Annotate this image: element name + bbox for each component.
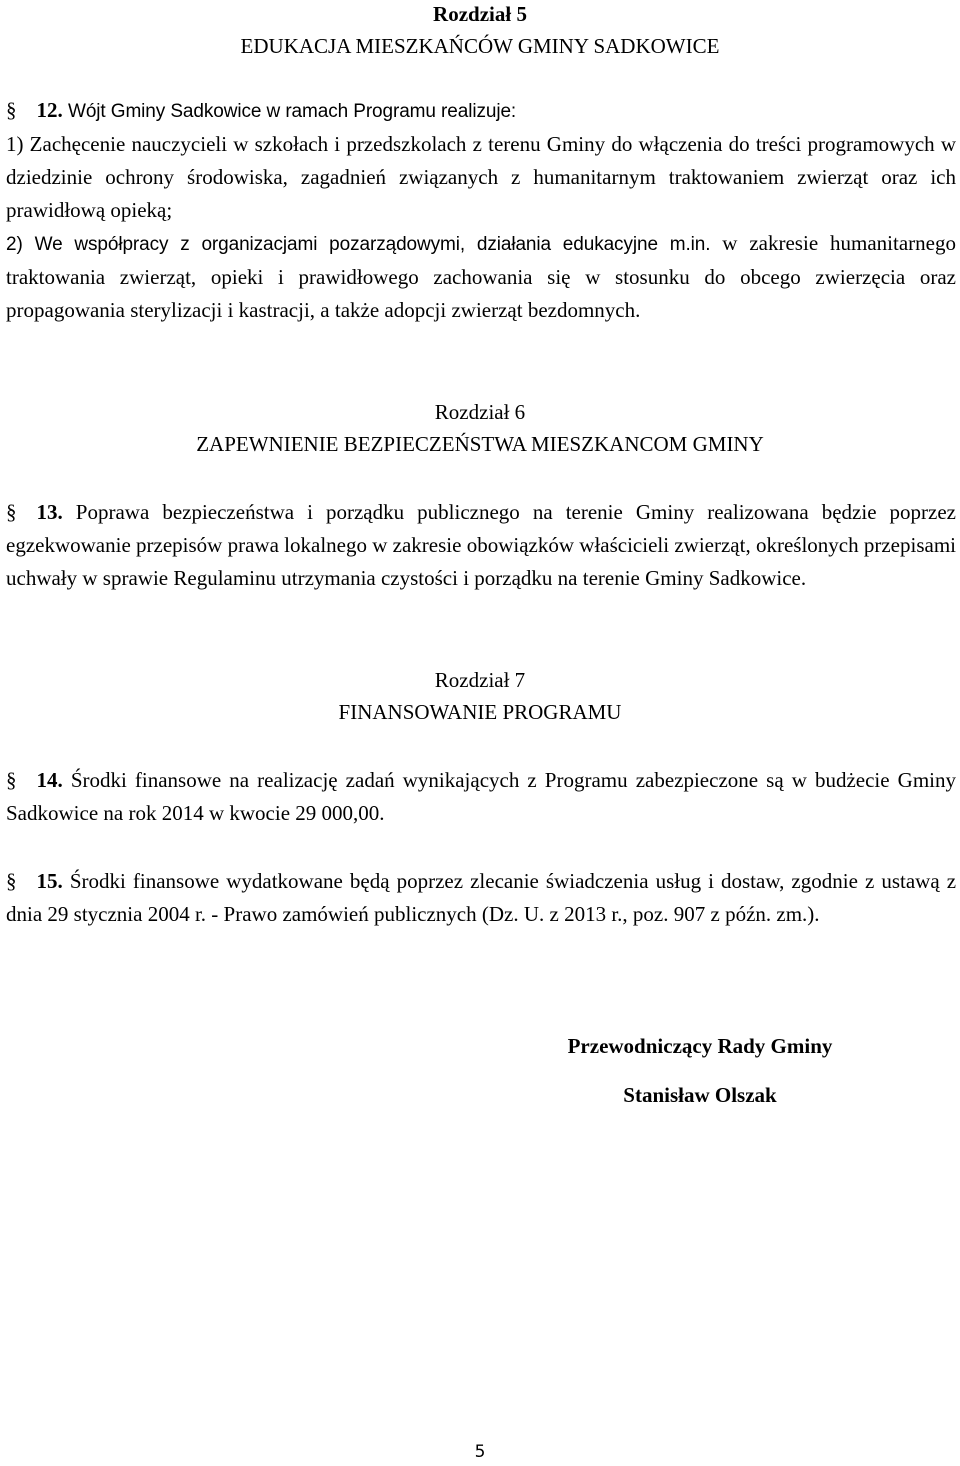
section-14	[6, 764, 956, 830]
chapter-number: Rozdział 5	[433, 2, 527, 26]
chapter-6-heading	[0, 396, 960, 460]
list-item-2-label: 2)	[6, 234, 23, 255]
chapter-5-heading	[0, 0, 960, 62]
section-number: 12.	[36, 98, 63, 122]
signature-role: Przewodniczący Rady Gminy	[567, 1034, 833, 1058]
section-number: 13.	[36, 500, 63, 524]
section-symbol: §	[6, 500, 17, 524]
chapter-number: Rozdział 7	[434, 668, 526, 692]
list-item-1: 1) Zachęcenie nauczycieli w szkołach i przedszkolach z terenu Gminy do włączenia do treści programowych w dziedzinie ochrony środowiska, zagadnień związanych z humanitarnym traktowaniem zwierząt oraz ich prawidłową opieką;	[6, 132, 956, 222]
chapter-title: FINANSOWANIE PROGRAMU	[338, 700, 622, 724]
chapter-number: Rozdział 6	[434, 400, 526, 424]
section-symbol: §	[6, 869, 17, 893]
section-intro: Wójt Gminy Sadkowice w ramach Programu realizuje:	[68, 101, 517, 122]
chapter-title: ZAPEWNIENIE BEZPIECZEŃSTWA MIESZKANCOM GMINY	[196, 432, 764, 456]
section-text: Poprawa bezpieczeństwa i porządku publicznego na terenie Gminy realizowana będzie poprzez egzekwowanie przepisów prawa lokalnego w zakresie obowiązków właścicieli zwierząt, określonych przepisami uchwały w sprawie Regulaminu utrzymania czystości i porządku na terenie Gminy Sadkowice.	[6, 500, 957, 590]
section-symbol: §	[6, 98, 17, 122]
section-13	[6, 496, 956, 595]
signature-name: Stanisław Olszak	[623, 1083, 777, 1107]
section-text: Środki finansowe na realizację zadań wynikających z Programu zabezpieczone są w budżecie Gminy Sadkowice na rok 2014 w kwocie 29 000,00.	[6, 768, 956, 825]
section-text: Środki finansowe wydatkowane będą poprzez zlecanie świadczenia usług i dostaw, zgodnie z ustawą z dnia 29 stycznia 2004 r. - Prawo zamówień publicznych (Dz. U. z 2013 r., poz. 907 z późn. zm.).	[6, 869, 957, 926]
section-number: 15.	[36, 869, 63, 893]
section-symbol: §	[6, 768, 17, 792]
chapter-title: EDUKACJA MIESZKAŃCÓW GMINY SADKOWICE	[240, 34, 720, 58]
list-item-2	[6, 227, 956, 327]
list-item-2-lead: We współpracy z organizacjami pozarządowymi, działania edukacyjne m.in.	[34, 234, 711, 255]
section-15	[6, 865, 956, 931]
section-number: 14.	[36, 768, 63, 792]
chapter-7-heading	[0, 664, 960, 728]
section-12	[6, 94, 956, 327]
page-number: 5	[474, 1442, 486, 1462]
list-item-2-text: w zakresie humanitarnego traktowania zwierząt, opieki i prawidłowego zachowania się w stosunku do obcego zwierzęcia oraz propagowania sterylizacji i kastracji, a także adopcji zwierząt bezdomnych.	[6, 231, 956, 322]
